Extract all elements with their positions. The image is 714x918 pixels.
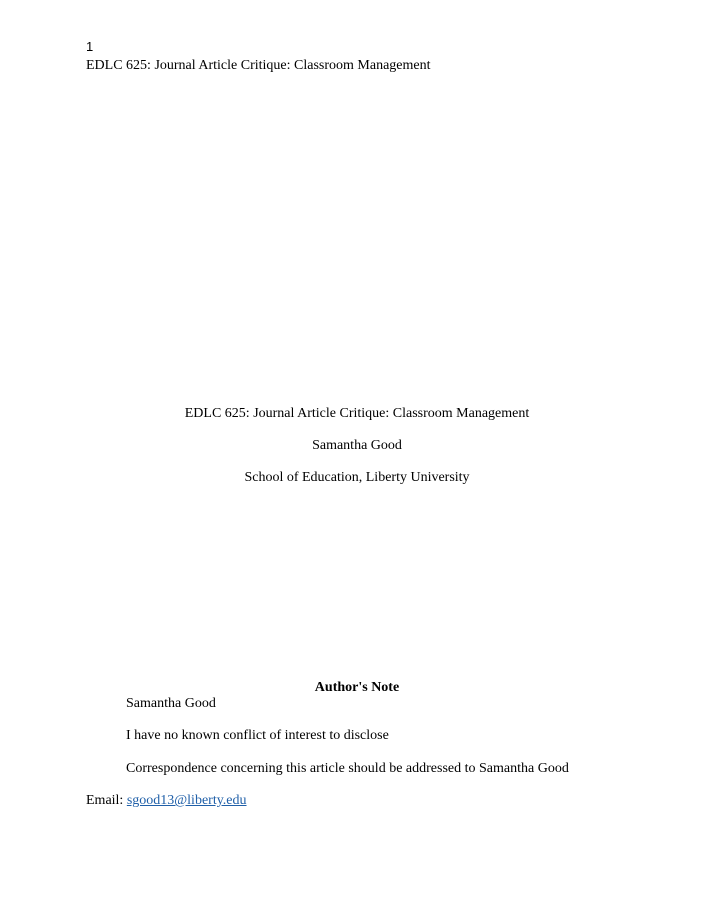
email-label: Email:	[86, 793, 124, 808]
email-line	[86, 792, 247, 810]
author-name: Samantha Good	[312, 438, 402, 453]
author-note-heading: Author's Note	[314, 680, 400, 695]
author-note-name: Samantha Good	[126, 696, 216, 711]
email-link[interactable]: sgood13@liberty.edu	[126, 793, 247, 808]
correspondence-statement: Correspondence concerning this article should be addressed to Samantha Good	[126, 761, 569, 776]
page-number: 1	[86, 39, 94, 54]
running-head: EDLC 625: Journal Article Critique: Classroom Management	[86, 58, 431, 73]
paper-title: EDLC 625: Journal Article Critique: Classroom Management	[184, 406, 530, 421]
author-affiliation: School of Education, Liberty University	[244, 470, 470, 485]
conflict-of-interest-statement: I have no known conflict of interest to disclose	[126, 728, 389, 743]
